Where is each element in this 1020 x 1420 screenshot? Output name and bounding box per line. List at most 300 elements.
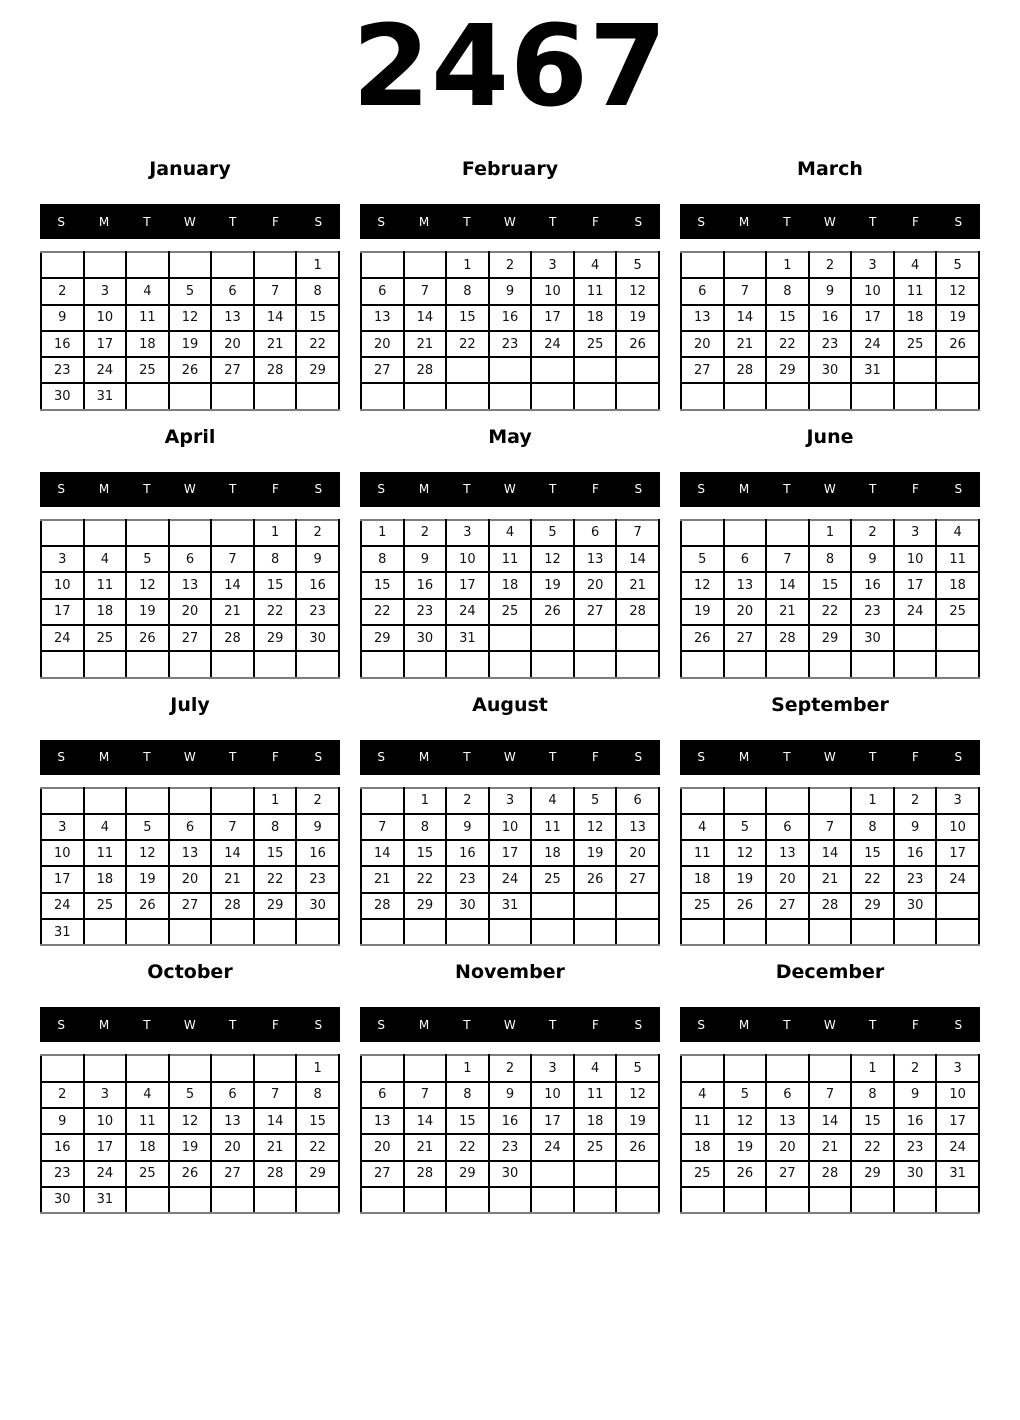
day-cell: 23	[809, 331, 852, 357]
weekday-label: T	[783, 482, 792, 497]
month-april	[40, 425, 340, 679]
day-cell: 22	[254, 866, 297, 892]
calendar-week-row	[41, 252, 339, 278]
day-cell: 20	[169, 866, 212, 892]
weekday-label: T	[548, 482, 557, 497]
day-cell: 24	[41, 625, 84, 651]
day-cell: 25	[126, 1161, 169, 1187]
empty-day-cell	[169, 651, 212, 677]
day-cell: 10	[851, 278, 894, 304]
day-cell: 19	[531, 572, 574, 598]
day-cell: 9	[809, 278, 852, 304]
calendar-week-row	[681, 651, 979, 677]
day-cell: 13	[766, 840, 809, 866]
calendar-table	[680, 1054, 980, 1214]
day-cell: 27	[766, 1161, 809, 1187]
day-cell: 22	[766, 331, 809, 357]
month-december	[680, 960, 980, 1214]
day-cell: 20	[574, 572, 617, 598]
empty-day-cell	[531, 651, 574, 677]
calendar-week-row	[41, 625, 339, 651]
day-cell: 12	[724, 1108, 767, 1134]
day-cell: 7	[254, 1082, 297, 1108]
weekday-label: T	[143, 214, 152, 229]
empty-day-cell	[616, 651, 659, 677]
day-cell: 27	[766, 893, 809, 919]
day-cell: 25	[84, 893, 127, 919]
calendar-table	[360, 251, 660, 411]
weekday-label: S	[954, 750, 963, 765]
empty-day-cell	[681, 520, 724, 546]
empty-day-cell	[296, 383, 339, 409]
weekday-label: M	[738, 482, 750, 497]
day-cell: 15	[809, 572, 852, 598]
day-cell: 26	[724, 893, 767, 919]
day-cell: 11	[489, 546, 532, 572]
day-cell: 1	[296, 252, 339, 278]
empty-day-cell	[894, 651, 937, 677]
day-cell: 26	[681, 625, 724, 651]
empty-day-cell	[936, 651, 979, 677]
day-cell: 31	[84, 1187, 127, 1213]
day-cell: 3	[84, 1082, 127, 1108]
calendar-table	[40, 787, 340, 947]
calendar-table-body	[41, 252, 339, 410]
calendar-week-row	[361, 252, 659, 278]
empty-day-cell	[169, 788, 212, 814]
empty-day-cell	[766, 919, 809, 945]
day-cell: 8	[851, 814, 894, 840]
day-cell: 18	[681, 1134, 724, 1160]
day-cell: 19	[616, 305, 659, 331]
day-cell: 4	[126, 1082, 169, 1108]
weekday-label: T	[868, 750, 877, 765]
weekday-label: S	[57, 214, 66, 229]
day-cell: 2	[404, 520, 447, 546]
month-november	[360, 960, 660, 1214]
day-cell: 17	[41, 599, 84, 625]
day-cell: 29	[851, 893, 894, 919]
empty-day-cell	[574, 383, 617, 409]
months-grid	[0, 157, 1020, 1214]
day-cell: 3	[851, 252, 894, 278]
empty-day-cell	[809, 788, 852, 814]
day-cell: 24	[851, 331, 894, 357]
day-cell: 25	[574, 1134, 617, 1160]
month-september	[680, 693, 980, 947]
day-cell: 26	[574, 866, 617, 892]
day-cell: 6	[361, 1082, 404, 1108]
weekday-label: S	[314, 214, 323, 229]
month-name: July	[170, 693, 210, 716]
weekday-label: W	[503, 750, 517, 765]
weekday-label: W	[823, 214, 837, 229]
empty-day-cell	[84, 1055, 127, 1081]
weekday-label: M	[418, 750, 430, 765]
calendar-week-row	[41, 357, 339, 383]
empty-day-cell	[616, 1161, 659, 1187]
empty-day-cell	[169, 252, 212, 278]
weekday-label: T	[463, 750, 472, 765]
calendar-week-row	[41, 520, 339, 546]
day-cell: 21	[809, 1134, 852, 1160]
month-name: October	[147, 961, 233, 984]
day-cell: 31	[936, 1161, 979, 1187]
empty-day-cell	[254, 1187, 297, 1213]
day-cell: 1	[254, 788, 297, 814]
day-cell: 22	[404, 866, 447, 892]
day-cell: 13	[724, 572, 767, 598]
calendar-week-row	[361, 866, 659, 892]
calendar-week-row	[681, 1108, 979, 1134]
day-cell: 10	[489, 814, 532, 840]
calendar-week-row	[361, 893, 659, 919]
day-cell: 22	[851, 866, 894, 892]
day-cell: 9	[894, 814, 937, 840]
day-cell: 6	[681, 278, 724, 304]
day-cell: 1	[446, 1055, 489, 1081]
day-cell: 7	[766, 546, 809, 572]
empty-day-cell	[894, 383, 937, 409]
day-cell: 30	[894, 1161, 937, 1187]
day-cell: 9	[296, 814, 339, 840]
day-cell: 8	[809, 546, 852, 572]
day-cell: 26	[126, 893, 169, 919]
day-cell: 6	[724, 546, 767, 572]
day-cell: 10	[894, 546, 937, 572]
calendar-week-row	[361, 278, 659, 304]
day-cell: 7	[361, 814, 404, 840]
day-cell: 29	[254, 893, 297, 919]
day-cell: 20	[766, 866, 809, 892]
empty-day-cell	[766, 1187, 809, 1213]
empty-day-cell	[724, 788, 767, 814]
day-cell: 18	[84, 866, 127, 892]
weekday-label: S	[377, 750, 386, 765]
empty-day-cell	[84, 252, 127, 278]
day-cell: 1	[254, 520, 297, 546]
day-cell: 2	[41, 1082, 84, 1108]
day-cell: 1	[296, 1055, 339, 1081]
day-cell: 8	[446, 1082, 489, 1108]
day-cell: 13	[616, 814, 659, 840]
weekday-label: S	[377, 214, 386, 229]
day-cell: 18	[574, 305, 617, 331]
empty-day-cell	[211, 919, 254, 945]
weekday-label: T	[228, 1017, 237, 1032]
empty-day-cell	[851, 1187, 894, 1213]
weekday-label: M	[418, 1017, 430, 1032]
day-cell: 12	[936, 278, 979, 304]
day-cell: 21	[766, 599, 809, 625]
calendar-week-row	[361, 599, 659, 625]
day-cell: 29	[851, 1161, 894, 1187]
day-cell: 19	[724, 1134, 767, 1160]
weekday-label: T	[868, 1017, 877, 1032]
day-cell: 13	[766, 1108, 809, 1134]
day-cell: 8	[851, 1082, 894, 1108]
day-cell: 28	[809, 1161, 852, 1187]
day-cell: 5	[169, 1082, 212, 1108]
weekday-label: F	[592, 482, 600, 497]
empty-day-cell	[809, 651, 852, 677]
calendar-week-row	[361, 520, 659, 546]
calendar-week-row	[41, 1134, 339, 1160]
day-cell: 26	[616, 331, 659, 357]
empty-day-cell	[361, 919, 404, 945]
day-cell: 25	[936, 599, 979, 625]
calendar-table-body	[681, 1055, 979, 1213]
day-cell: 10	[531, 1082, 574, 1108]
weekday-label: W	[823, 482, 837, 497]
empty-day-cell	[169, 1187, 212, 1213]
day-cell: 6	[169, 814, 212, 840]
day-cell: 14	[211, 840, 254, 866]
day-cell: 21	[254, 1134, 297, 1160]
empty-day-cell	[809, 1055, 852, 1081]
empty-day-cell	[766, 651, 809, 677]
day-cell: 14	[361, 840, 404, 866]
day-cell: 8	[766, 278, 809, 304]
day-cell: 15	[404, 840, 447, 866]
day-cell: 12	[126, 572, 169, 598]
day-cell: 10	[41, 572, 84, 598]
empty-day-cell	[766, 1055, 809, 1081]
weekday-label: F	[912, 214, 920, 229]
day-cell: 14	[211, 572, 254, 598]
empty-day-cell	[766, 788, 809, 814]
month-august	[360, 693, 660, 947]
empty-day-cell	[41, 651, 84, 677]
day-cell: 15	[254, 840, 297, 866]
weekday-label: T	[463, 482, 472, 497]
empty-day-cell	[169, 520, 212, 546]
day-cell: 29	[254, 625, 297, 651]
calendar-week-row	[681, 625, 979, 651]
empty-day-cell	[894, 1187, 937, 1213]
empty-day-cell	[531, 1161, 574, 1187]
day-cell: 28	[766, 625, 809, 651]
empty-day-cell	[126, 1187, 169, 1213]
month-name: September	[771, 693, 889, 716]
calendar-table	[40, 1054, 340, 1214]
day-cell: 27	[724, 625, 767, 651]
empty-day-cell	[724, 1187, 767, 1213]
day-cell: 2	[489, 252, 532, 278]
day-cell: 28	[404, 357, 447, 383]
calendar-week-row	[41, 788, 339, 814]
day-cell: 17	[851, 305, 894, 331]
day-cell: 24	[446, 599, 489, 625]
empty-day-cell	[489, 383, 532, 409]
empty-day-cell	[211, 252, 254, 278]
calendar-week-row	[681, 919, 979, 945]
day-cell: 31	[41, 919, 84, 945]
day-cell: 2	[489, 1055, 532, 1081]
day-cell: 20	[211, 331, 254, 357]
calendar-table	[40, 519, 340, 679]
day-cell: 24	[489, 866, 532, 892]
weekday-label: T	[548, 750, 557, 765]
day-cell: 6	[169, 546, 212, 572]
empty-day-cell	[361, 788, 404, 814]
day-cell: 6	[574, 520, 617, 546]
empty-day-cell	[211, 520, 254, 546]
day-cell: 7	[211, 814, 254, 840]
empty-day-cell	[446, 919, 489, 945]
empty-day-cell	[126, 520, 169, 546]
day-cell: 21	[616, 572, 659, 598]
empty-day-cell	[446, 651, 489, 677]
month-june	[680, 425, 980, 679]
day-cell: 30	[404, 625, 447, 651]
calendar-table-body	[361, 252, 659, 410]
day-cell: 7	[211, 546, 254, 572]
weekday-label: M	[418, 482, 430, 497]
empty-day-cell	[404, 1055, 447, 1081]
empty-day-cell	[254, 1055, 297, 1081]
empty-day-cell	[894, 919, 937, 945]
calendar-week-row	[361, 625, 659, 651]
empty-day-cell	[681, 383, 724, 409]
weekday-label: F	[272, 214, 280, 229]
day-cell: 16	[446, 840, 489, 866]
empty-day-cell	[126, 788, 169, 814]
day-cell: 8	[254, 546, 297, 572]
weekday-label: S	[954, 482, 963, 497]
calendar-week-row	[361, 1108, 659, 1134]
weekday-label: T	[463, 214, 472, 229]
day-cell: 10	[84, 305, 127, 331]
weekday-header	[360, 204, 660, 239]
calendar-table-body	[41, 788, 339, 946]
month-name: December	[775, 961, 885, 984]
calendar-week-row	[681, 278, 979, 304]
day-cell: 13	[681, 305, 724, 331]
day-cell: 2	[296, 520, 339, 546]
day-cell: 1	[851, 1055, 894, 1081]
empty-day-cell	[489, 625, 532, 651]
empty-day-cell	[574, 625, 617, 651]
day-cell: 25	[894, 331, 937, 357]
empty-day-cell	[404, 919, 447, 945]
day-cell: 5	[936, 252, 979, 278]
day-cell: 3	[936, 1055, 979, 1081]
day-cell: 17	[531, 1108, 574, 1134]
empty-day-cell	[574, 1187, 617, 1213]
month-may	[360, 425, 660, 679]
day-cell: 16	[894, 1108, 937, 1134]
day-cell: 20	[361, 331, 404, 357]
day-cell: 8	[361, 546, 404, 572]
empty-day-cell	[766, 520, 809, 546]
calendar-week-row	[361, 1055, 659, 1081]
calendar-page	[0, 2, 1020, 1420]
calendar-week-row	[361, 383, 659, 409]
day-cell: 3	[531, 252, 574, 278]
weekday-label: T	[548, 1017, 557, 1032]
day-cell: 28	[211, 893, 254, 919]
day-cell: 29	[766, 357, 809, 383]
day-cell: 10	[84, 1108, 127, 1134]
weekday-label: S	[57, 1017, 66, 1032]
day-cell: 24	[531, 331, 574, 357]
month-name: March	[797, 158, 863, 180]
weekday-label: S	[697, 750, 706, 765]
weekday-header	[360, 740, 660, 775]
day-cell: 25	[531, 866, 574, 892]
day-cell: 26	[724, 1161, 767, 1187]
day-cell: 24	[84, 1161, 127, 1187]
empty-day-cell	[894, 625, 937, 651]
calendar-week-row	[361, 357, 659, 383]
day-cell: 11	[126, 1108, 169, 1134]
empty-day-cell	[724, 383, 767, 409]
day-cell: 26	[126, 625, 169, 651]
calendar-week-row	[41, 814, 339, 840]
day-cell: 27	[574, 599, 617, 625]
day-cell: 6	[766, 1082, 809, 1108]
empty-day-cell	[936, 1187, 979, 1213]
day-cell: 19	[574, 840, 617, 866]
month-name: April	[164, 425, 216, 448]
empty-day-cell	[254, 651, 297, 677]
empty-day-cell	[489, 919, 532, 945]
empty-day-cell	[936, 919, 979, 945]
calendar-week-row	[361, 572, 659, 598]
day-cell: 7	[404, 1082, 447, 1108]
empty-day-cell	[211, 1055, 254, 1081]
weekday-header	[360, 472, 660, 507]
calendar-week-row	[41, 893, 339, 919]
day-cell: 23	[894, 866, 937, 892]
day-cell: 14	[254, 305, 297, 331]
day-cell: 15	[361, 572, 404, 598]
empty-day-cell	[169, 383, 212, 409]
empty-day-cell	[404, 651, 447, 677]
calendar-week-row	[41, 383, 339, 409]
day-cell: 14	[724, 305, 767, 331]
calendar-week-row	[41, 1055, 339, 1081]
calendar-week-row	[681, 1187, 979, 1213]
empty-day-cell	[724, 651, 767, 677]
empty-day-cell	[851, 919, 894, 945]
weekday-label: S	[314, 1017, 323, 1032]
day-cell: 27	[169, 893, 212, 919]
empty-day-cell	[809, 383, 852, 409]
day-cell: 23	[489, 331, 532, 357]
day-cell: 6	[211, 278, 254, 304]
day-cell: 17	[84, 331, 127, 357]
weekday-header	[360, 1007, 660, 1042]
month-october	[40, 960, 340, 1214]
calendar-week-row	[361, 919, 659, 945]
empty-day-cell	[531, 1187, 574, 1213]
day-cell: 4	[84, 814, 127, 840]
day-cell: 27	[211, 1161, 254, 1187]
empty-day-cell	[361, 651, 404, 677]
day-cell: 1	[851, 788, 894, 814]
day-cell: 25	[681, 1161, 724, 1187]
day-cell: 5	[724, 814, 767, 840]
day-cell: 22	[254, 599, 297, 625]
empty-day-cell	[84, 919, 127, 945]
empty-day-cell	[724, 252, 767, 278]
day-cell: 26	[531, 599, 574, 625]
calendar-week-row	[41, 546, 339, 572]
day-cell: 24	[41, 893, 84, 919]
empty-day-cell	[616, 893, 659, 919]
